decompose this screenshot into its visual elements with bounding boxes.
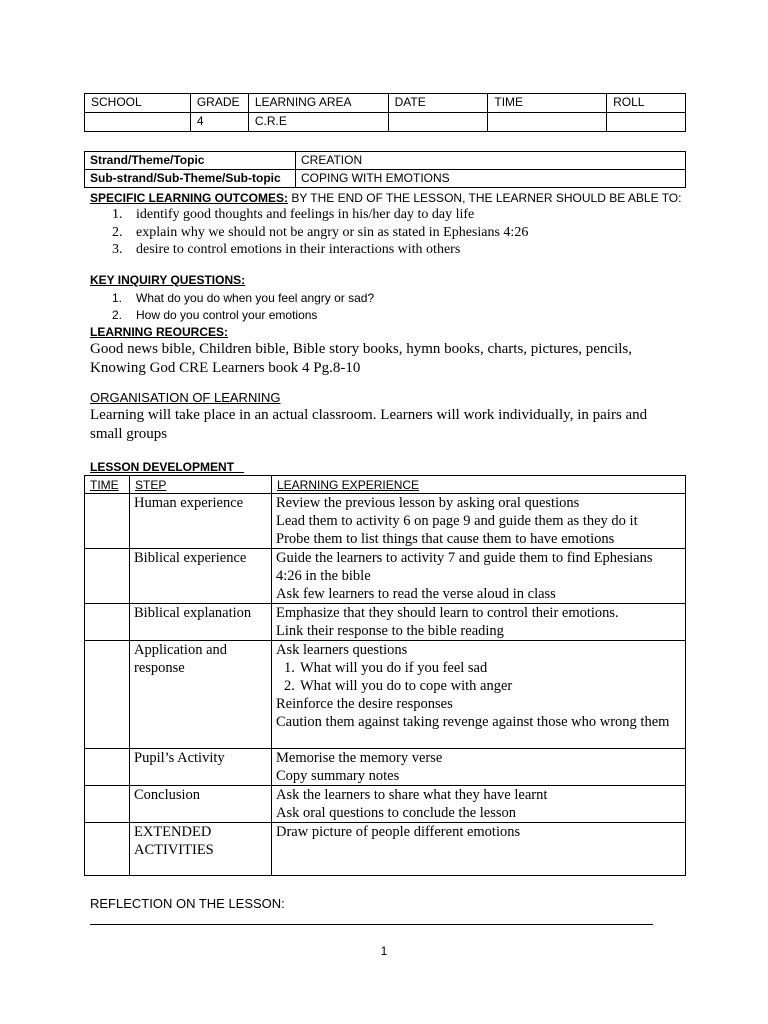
outcome-item: [112, 224, 686, 242]
inquiry-item: [112, 290, 686, 307]
inquiry-text: What do you do when you feel angry or sad?: [136, 290, 375, 305]
time-cell: [85, 640, 130, 748]
header-cell-grade: GRADE: [190, 94, 248, 113]
outcomes-heading: SPECIFIC LEARNING OUTCOMES:: [90, 191, 289, 205]
strand-label: Strand/Theme/Topic: [85, 152, 296, 170]
step-cell: Pupil’s Activity: [130, 748, 272, 785]
step-cell: Conclusion: [130, 785, 272, 822]
application-question: [284, 677, 681, 695]
header-cell-school: SCHOOL: [85, 94, 191, 113]
experience-line: Reinforce the desire responses: [276, 695, 453, 712]
time-cell: [85, 748, 130, 785]
outcome-item: [112, 241, 686, 259]
experience-line: Ask learners questions: [276, 641, 408, 658]
header-table: [84, 93, 686, 132]
lesson-heading: [84, 459, 686, 475]
experience-line: Emphasize that they should learn to control their emotions.: [276, 604, 619, 621]
time-cell: [85, 822, 130, 875]
experience-line: Ask few learners to read the verse aloud in class: [276, 585, 556, 602]
experience-line: Lead them to activity 6 on page 9 and guide them as they do it: [276, 512, 638, 529]
value-cell-grade: 4: [190, 113, 248, 132]
lesson-row-biblical-explanation: [85, 603, 686, 640]
reflection-line: [90, 914, 653, 925]
outcome-item: [112, 206, 686, 224]
outcomes-heading-line: [84, 190, 686, 206]
resources-text: Good news bible, Children bible, Bible story books, hymn books, charts, pictures, pencils, Knowing God CRE Learners book 4 Pg.8-10: [90, 340, 633, 376]
column-header-experience: LEARNING EXPERIENCE: [272, 475, 686, 493]
column-header-time: TIME: [85, 475, 130, 493]
experience-line: Probe them to list things that cause them to have emotions: [276, 530, 615, 547]
outcome-number: 2.: [112, 224, 123, 240]
experience-line: Memorise the memory verse: [276, 749, 443, 766]
application-question: [284, 659, 681, 677]
question-text: What will you do if you feel sad: [300, 659, 488, 676]
step-cell: Human experience: [130, 493, 272, 548]
experience-line: Ask the learners to share what they have learnt: [276, 786, 548, 803]
experience-line: Draw picture of people different emotions: [276, 823, 521, 840]
lesson-heading-text: LESSON DEVELOPMENT: [90, 459, 235, 474]
question-text: What will you do to cope with anger: [300, 677, 513, 694]
substrand-value: COPING WITH EMOTIONS: [296, 170, 686, 188]
values-row: [85, 113, 686, 132]
outcome-text: desire to control emotions in their interactions with others: [136, 242, 461, 257]
experience-cell: [272, 640, 686, 748]
outcome-text: explain why we should not be angry or sin as stated in Ephesians 4:26: [136, 224, 529, 240]
experience-cell: [272, 748, 686, 785]
inquiry-item: [112, 307, 686, 324]
experience-line: Ask oral questions to conclude the lesson: [276, 804, 517, 821]
experience-cell: [272, 785, 686, 822]
value-cell-learning-area: C.R.E: [248, 113, 388, 132]
time-cell: [85, 603, 130, 640]
outcome-number: 3.: [112, 242, 123, 257]
step-cell: EXTENDED ACTIVITIES: [130, 822, 272, 875]
lesson-row-pupil-activity: [85, 748, 686, 785]
lesson-header-row: [85, 475, 686, 493]
outcome-text: identify good thoughts and feelings in his/her day to day life: [136, 207, 475, 222]
lesson-table: [84, 475, 686, 876]
strand-row: [85, 152, 686, 170]
experience-line: Review the previous lesson by asking oral questions: [276, 494, 580, 511]
step-cell: Application and response: [130, 640, 272, 748]
header-cell-time: TIME: [488, 94, 607, 113]
inquiry-text: How do you control your emotions: [136, 307, 318, 322]
outcomes-list: [84, 206, 686, 259]
lesson-row-extended-activities: [85, 822, 686, 875]
time-cell: [85, 785, 130, 822]
experience-line: Guide the learners to activity 7 and guide them to find Ephesians 4:26 in the bible: [276, 549, 653, 584]
experience-line: Copy summary notes: [276, 767, 400, 784]
substrand-row: [85, 170, 686, 188]
inquiry-heading: KEY INQUIRY QUESTIONS:: [90, 272, 246, 287]
page-number: 1: [380, 944, 388, 958]
header-row: [85, 94, 686, 113]
outcomes-intro: BY THE END OF THE LESSON, THE LEARNER SHOULD BE ABLE TO:: [288, 191, 682, 205]
time-cell: [85, 548, 130, 603]
value-cell-roll: [607, 113, 686, 132]
experience-cell: [272, 548, 686, 603]
question-number: 1.: [284, 659, 295, 676]
lesson-row-biblical-experience: [85, 548, 686, 603]
experience-cell: [272, 822, 686, 875]
question-number: 2.: [284, 677, 295, 694]
experience-cell: [272, 603, 686, 640]
lesson-plan-page: [84, 93, 686, 925]
value-cell-date: [388, 113, 488, 132]
time-cell: [85, 493, 130, 548]
header-cell-learning-area: LEARNING AREA: [248, 94, 388, 113]
step-cell: Biblical explanation: [130, 603, 272, 640]
resources-heading: LEARNING REOURCES:: [90, 324, 229, 339]
lesson-row-application: [85, 640, 686, 748]
substrand-label: Sub-strand/Sub-Theme/Sub-topic: [85, 170, 296, 188]
column-header-step: STEP: [130, 475, 272, 493]
inquiry-list: [84, 290, 686, 324]
header-cell-roll: ROLL: [607, 94, 686, 113]
organisation-text: Learning will take place in an actual classroom. Learners will work individually, in pairs and small groups: [90, 406, 648, 442]
outcome-number: 1.: [112, 207, 123, 222]
lesson-row-human: [85, 493, 686, 548]
lesson-row-conclusion: [85, 785, 686, 822]
step-cell: Biblical experience: [130, 548, 272, 603]
experience-line: Link their response to the bible reading: [276, 622, 504, 639]
strand-table: [84, 151, 686, 188]
value-cell-time: [488, 113, 607, 132]
inquiry-number: 2.: [112, 307, 123, 322]
experience-cell: [272, 493, 686, 548]
experience-line: Caution them against taking revenge against those who wrong them: [276, 713, 670, 730]
header-cell-date: DATE: [388, 94, 488, 113]
strand-value: CREATION: [296, 152, 686, 170]
inquiry-number: 1.: [112, 290, 123, 305]
value-cell-school: [85, 113, 191, 132]
organisation-heading: ORGANISATION OF LEARNING: [90, 389, 281, 405]
reflection-label: REFLECTION ON THE LESSON:: [90, 895, 285, 911]
application-questions-list: [276, 659, 681, 695]
